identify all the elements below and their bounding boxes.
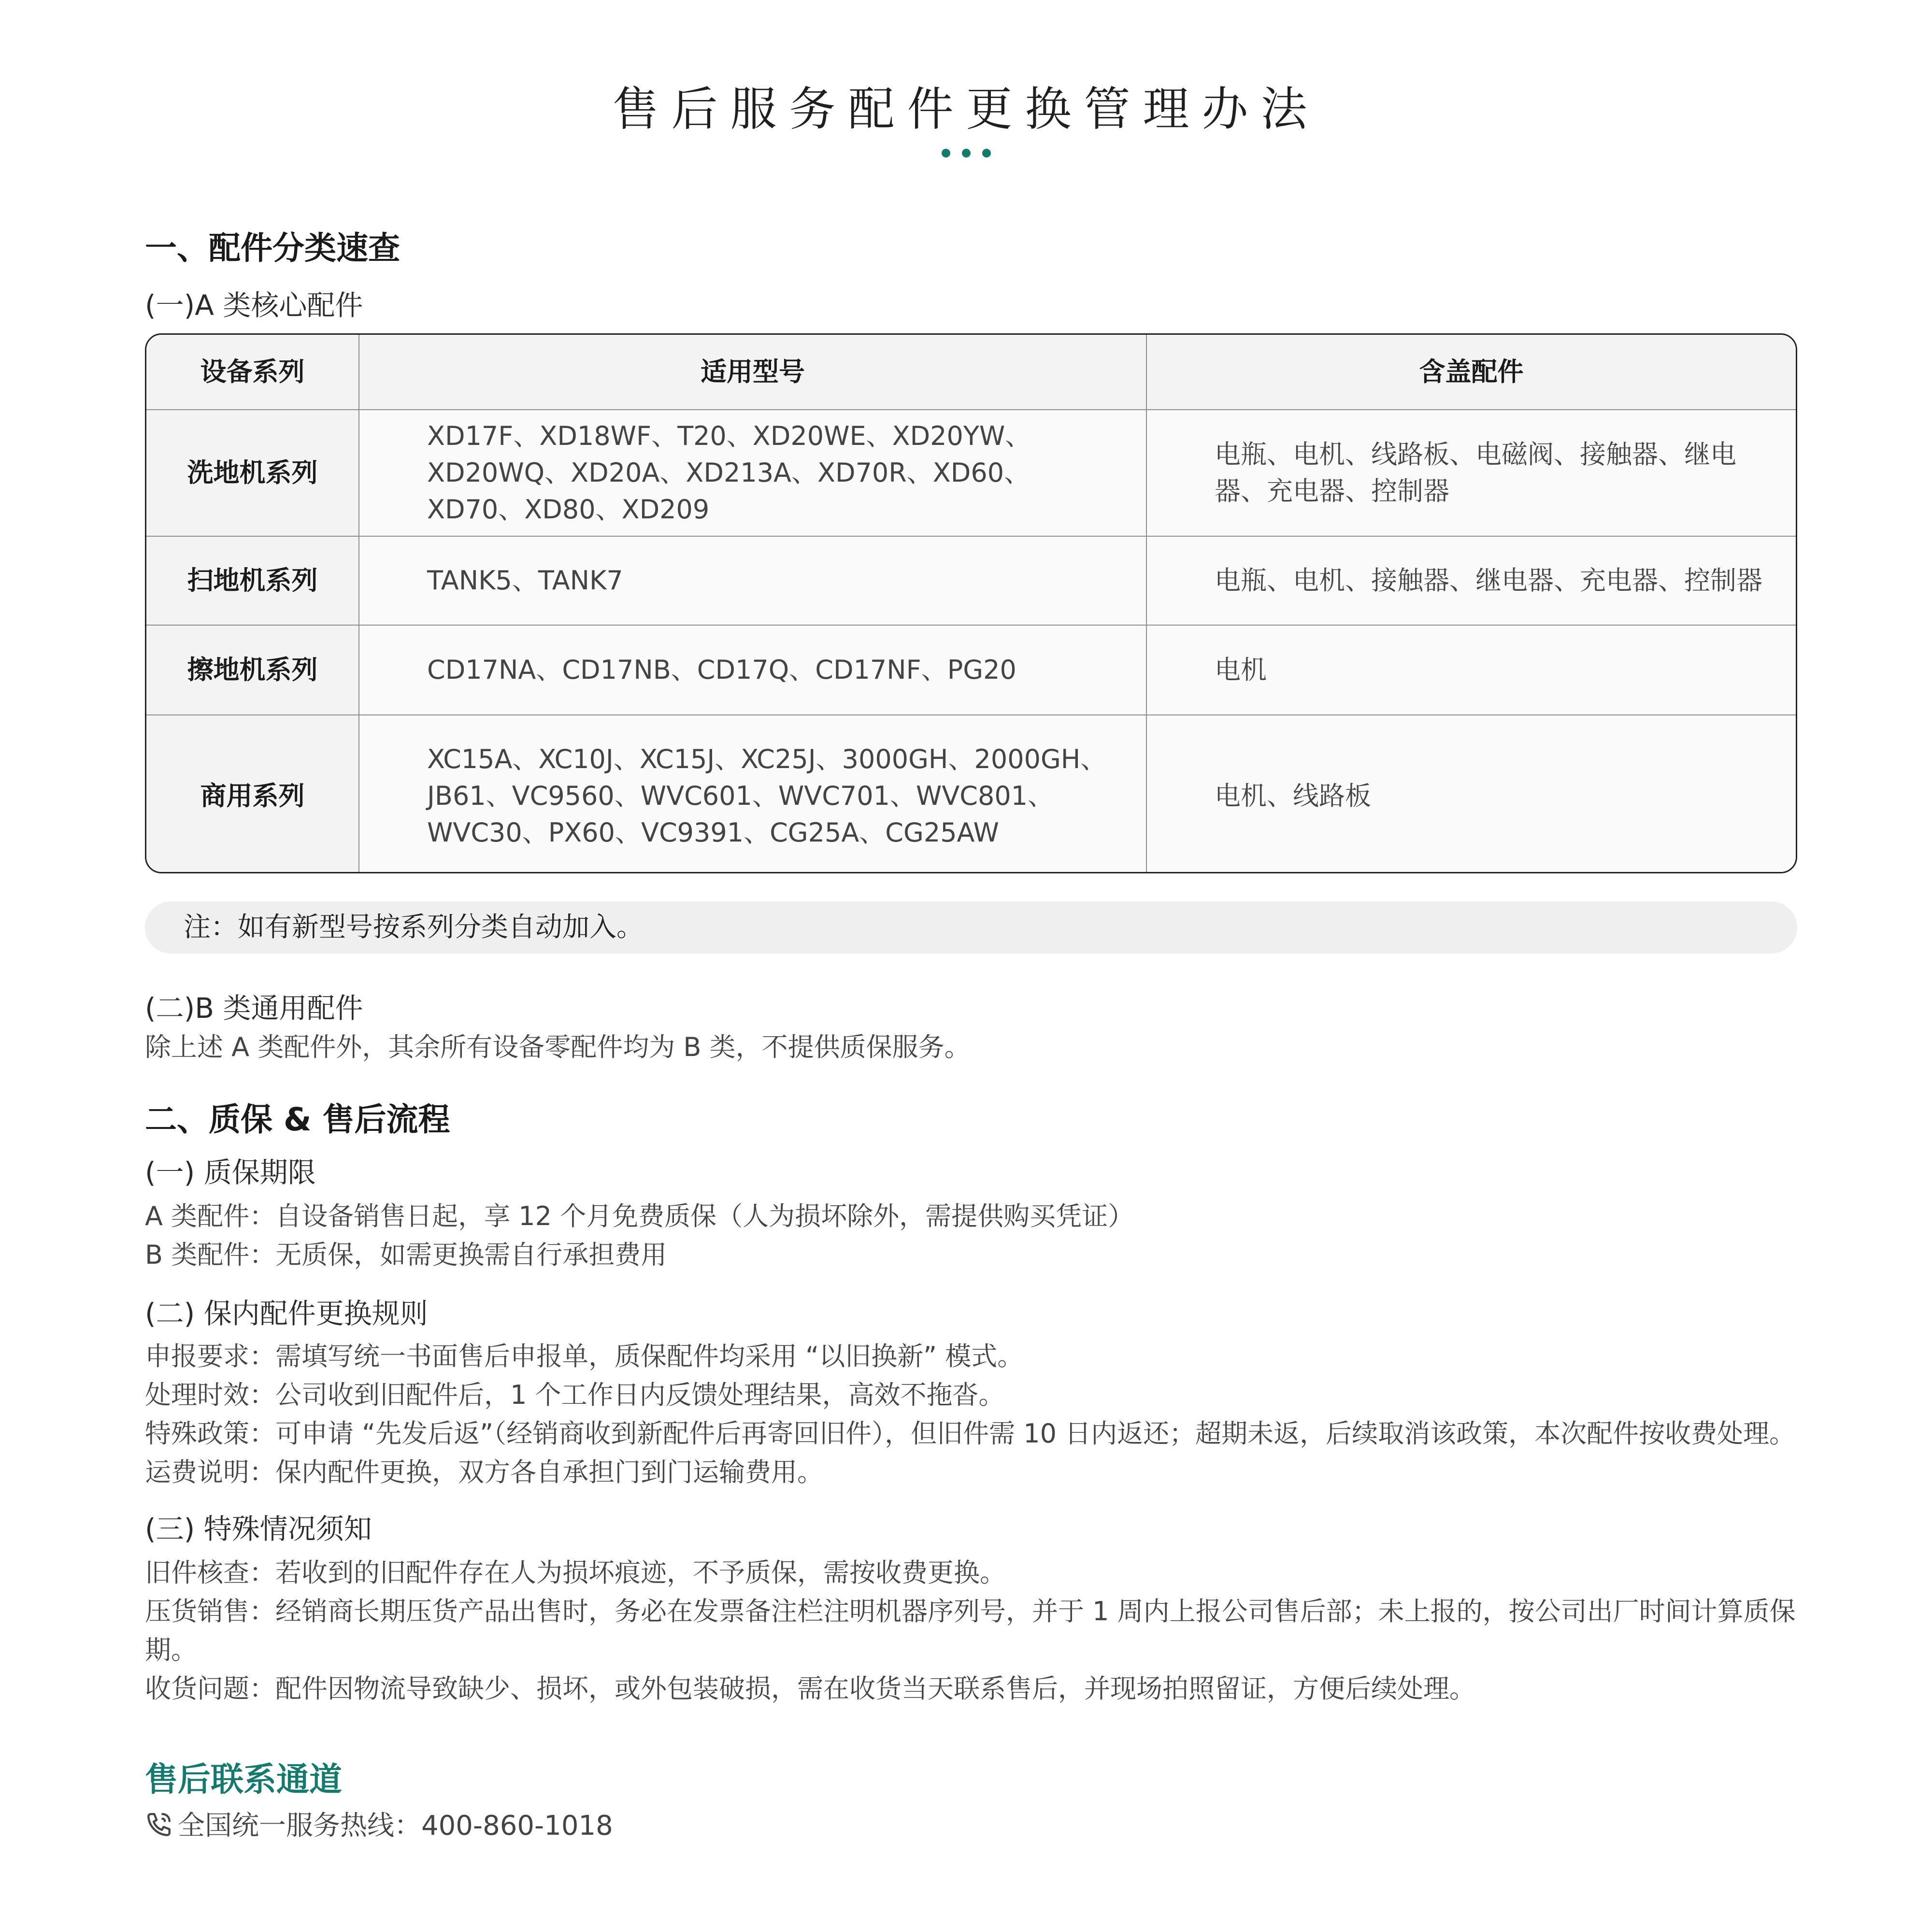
series-cell: 扫地机系列	[146, 536, 359, 625]
models-cell: TANK5、TANK7	[359, 536, 1146, 625]
parts-cell: 电瓶、电机、线路板、电磁阀、接触器、继电器、充电器、控制器	[1146, 410, 1796, 536]
list-item: 特殊政策：可申请 “先发后返”（经销商收到新配件后再寄回旧件），但旧件需 10 日内返还；超期未返，后续取消该政策，本次配件按收费处理。	[145, 1418, 1796, 1449]
table-row	[146, 715, 1796, 873]
list-item: 申报要求：需填写统一书面售后申报单，质保配件均采用 “以旧换新” 模式。	[145, 1341, 1024, 1371]
table-header-cell: 含盖配件	[1146, 335, 1796, 410]
section-2-heading: 二、质保 & 售后流程	[145, 1101, 450, 1138]
contact-line	[145, 1804, 613, 1843]
parts-cell: 电机、线路板	[1146, 715, 1796, 873]
table-row	[146, 536, 1796, 625]
warranty-list	[145, 1197, 1797, 1274]
list-item: 压货销售：经销商长期压货产品出售时，务必在发票备注栏注明机器序列号，并于 1 周内上报公司售后部；未上报的，按公司出厂时间计算质保期。	[145, 1596, 1796, 1665]
section-1-heading: 一、配件分类速查	[145, 229, 400, 267]
warranty-period-heading: (一) 质保期限	[145, 1156, 316, 1189]
table-row	[146, 410, 1796, 536]
series-cell: 擦地机系列	[146, 625, 359, 715]
list-item: A 类配件：自设备销售日起，享 12 个月免费质保（人为损坏除外，需提供购买凭证）	[145, 1201, 1134, 1231]
replacement-rules-heading: (二) 保内配件更换规则	[145, 1297, 428, 1330]
models-cell: CD17NA、CD17NB、CD17Q、CD17NF、PG20	[359, 625, 1146, 715]
list-item: 旧件核查：若收到的旧配件存在人为损坏痕迹，不予质保，需按收费更换。	[145, 1557, 1006, 1588]
series-cell: 商用系列	[146, 715, 359, 873]
parts-table	[145, 333, 1797, 873]
contact-heading: 售后联系通道	[145, 1761, 343, 1799]
subsection-b-heading: (二)B 类通用配件	[145, 992, 363, 1025]
parts-cell: 电瓶、电机、接触器、继电器、充电器、控制器	[1146, 536, 1796, 625]
list-item: B 类配件：无质保，如需更换需自行承担费用	[145, 1240, 667, 1270]
subsection-a-heading: (一)A 类核心配件	[145, 289, 363, 322]
parts-cell: 电机	[1146, 625, 1796, 715]
list-item: 运费说明：保内配件更换，双方各自承担门到门运输费用。	[145, 1457, 823, 1487]
b-class-text	[145, 1028, 1797, 1067]
models-cell: XC15A、XC10J、XC15J、XC25J、3000GH、2000GH、JB61、VC9560、WVC601、WVC701、WVC801、WVC30、PX60、VC9391、CG25A、CG25AW	[359, 715, 1146, 873]
table-note: 注：如有新型号按系列分类自动加入。	[145, 901, 1797, 954]
hotline-text: 全国统一服务热线：400-860-1018	[178, 1810, 613, 1841]
table-row	[146, 625, 1796, 715]
table-header-row	[146, 335, 1796, 410]
series-cell: 洗地机系列	[146, 410, 359, 536]
special-list	[145, 1554, 1797, 1708]
list-item: 处理时效：公司收到旧配件后，1 个工作日内反馈处理结果，高效不拖沓。	[145, 1380, 1005, 1410]
rules-list	[145, 1337, 1797, 1492]
special-cases-heading: (三) 特殊情况须知	[145, 1512, 372, 1545]
page-title: 售后服务配件更换管理办法	[612, 82, 1320, 136]
models-cell: XD17F、XD18WF、T20、XD20WE、XD20YW、XD20WQ、XD20A、XD213A、XD70R、XD60、XD70、XD80、XD209	[359, 410, 1146, 536]
table-header-cell: 设备系列	[146, 335, 359, 410]
title-dots-decoration	[0, 149, 1932, 159]
table-header-cell: 适用型号	[359, 335, 1146, 410]
phone-icon	[145, 1811, 173, 1839]
list-item: 收货问题：配件因物流导致缺少、损坏，或外包装破损，需在收货当天联系售后，并现场拍照留证，方便后续处理。	[145, 1673, 1475, 1704]
paragraph-line: 除上述 A 类配件外，其余所有设备零配件均为 B 类，不提供质保服务。	[145, 1032, 971, 1062]
